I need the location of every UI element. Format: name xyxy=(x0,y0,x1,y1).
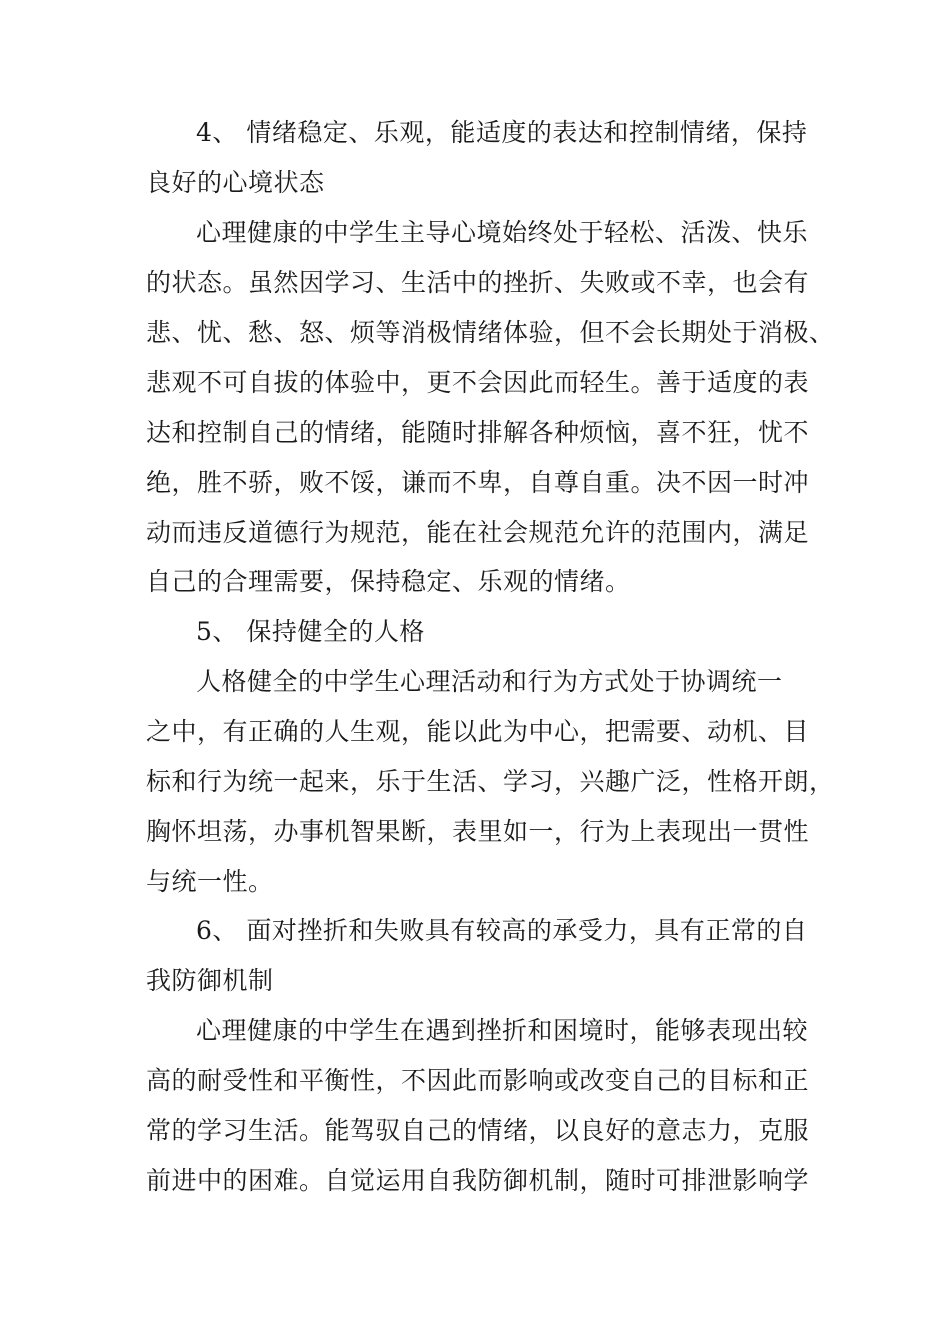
paragraph-line: 前进中的困难。自觉运用自我防御机制，随时可排泄影响学 xyxy=(146,1166,810,1195)
heading-item-6-cont: 我防御机制 xyxy=(146,966,274,995)
paragraph-line: 高的耐受性和平衡性，不因此而影响或改变自己的目标和正 xyxy=(146,1066,810,1095)
heading-item-4: 4、 情绪稳定、乐观，能适度的表达和控制情绪，保持 xyxy=(196,118,808,147)
paragraph-line: 自己的合理需要，保持稳定、乐观的情绪。 xyxy=(146,567,631,596)
paragraph-line: 人格健全的中学生心理活动和行为方式处于协调统一 xyxy=(196,667,783,696)
paragraph-line: 的状态。虽然因学习、生活中的挫折、失败或不幸，也会有 xyxy=(146,268,810,297)
paragraph-line: 悲观不可自拔的体验中，更不会因此而轻生。善于适度的表 xyxy=(146,368,810,397)
heading-item-4-cont: 良好的心境状态 xyxy=(146,168,325,197)
paragraph-line: 心理健康的中学生主导心境始终处于轻松、活泼、快乐 xyxy=(196,218,809,247)
paragraph-line: 心理健康的中学生在遇到挫折和困境时，能够表现出较 xyxy=(196,1016,809,1045)
paragraph-line: 标和行为统一起来，乐于生活、学习，兴趣广泛，性格开朗， xyxy=(146,767,835,796)
heading-item-6: 6、 面对挫折和失败具有较高的承受力，具有正常的自 xyxy=(196,916,808,945)
paragraph-line: 动而违反道德行为规范，能在社会规范允许的范围内，满足 xyxy=(146,518,810,547)
paragraph-line: 绝，胜不骄，败不馁，谦而不卑，自尊自重。决不因一时冲 xyxy=(146,468,810,497)
paragraph-line: 与统一性。 xyxy=(146,867,274,896)
paragraph-line: 胸怀坦荡，办事机智果断，表里如一，行为上表现出一贯性 xyxy=(146,817,810,846)
paragraph-line: 悲、忧、愁、怒、烦等消极情绪体验，但不会长期处于消极、 xyxy=(146,318,835,347)
paragraph-line: 达和控制自己的情绪，能随时排解各种烦恼，喜不狂，忧不 xyxy=(146,418,810,447)
paragraph-line: 常的学习生活。能驾驭自己的情绪，以良好的意志力，克服 xyxy=(146,1116,810,1145)
heading-item-5: 5、 保持健全的人格 xyxy=(196,617,425,646)
paragraph-line: 之中，有正确的人生观，能以此为中心，把需要、动机、目 xyxy=(146,717,810,746)
